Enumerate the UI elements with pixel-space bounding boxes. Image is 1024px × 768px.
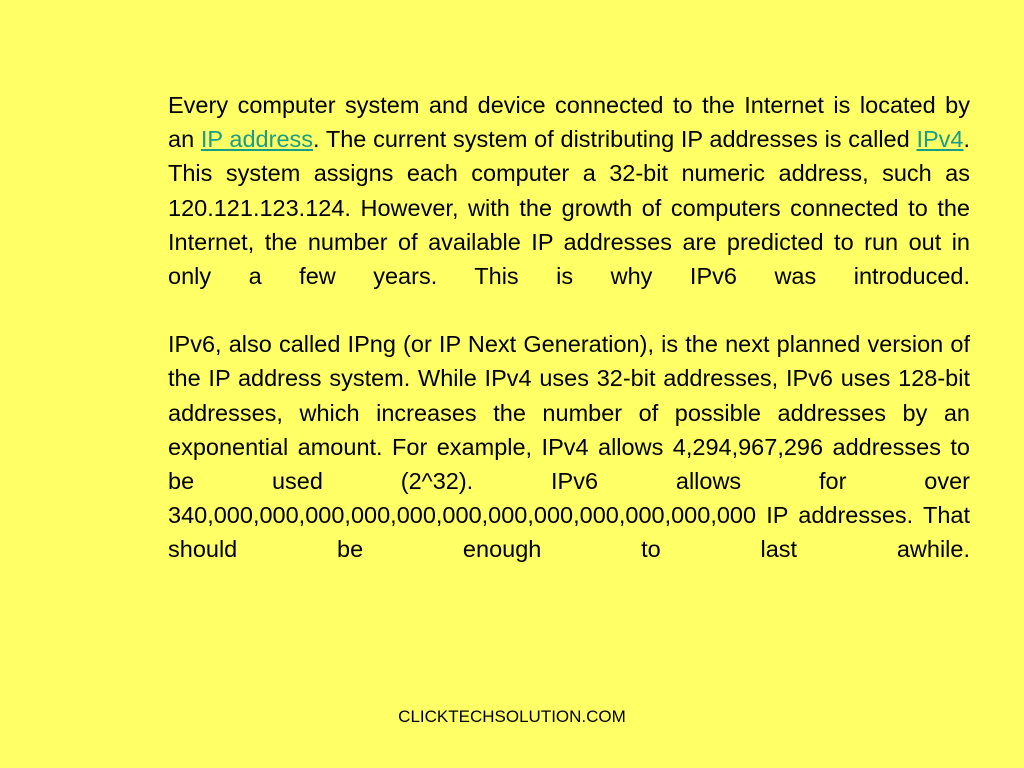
paragraph-2-text: IPv6, also called IPng (or IP Next Generation), is the next planned version of the IP address system. While IPv4 uses 32-bit addresses, IPv6 uses 128-bit addresses, which increases the number of possible addresses by an exponential amount. For example, IPv4 allows 4,294,967,296 addresses to be used (2^32). IPv6 allows for over 340,000,000,000,000,000,000,000,000,000,000,000,000 IP addresses. That should be enough to last awhile. bbox=[168, 331, 970, 563]
footer-site-name: CLICKTECHSOLUTION.COM bbox=[398, 707, 626, 726]
paragraph-1-text-a: Every computer system and device connected to the Internet is located by an bbox=[168, 92, 970, 153]
ip-address-link[interactable]: IP address bbox=[200, 126, 314, 153]
paragraph-ip-intro bbox=[168, 88, 970, 293]
paragraph-1-text-b: . The current system of distributing IP addresses is called bbox=[313, 126, 917, 153]
ipv4-link[interactable]: IPv4 bbox=[916, 126, 964, 153]
paragraph-1-text-c: . This system assigns each computer a 32-bit numeric address, such as 120.121.123.124. However, with the growth of computers connected to the Internet, the number of available IP addresses are predicted to run out in only a few years. This is why IPv6 was introduced. bbox=[168, 126, 970, 290]
slide-body bbox=[168, 88, 970, 567]
paragraph-ipv6 bbox=[168, 327, 970, 566]
